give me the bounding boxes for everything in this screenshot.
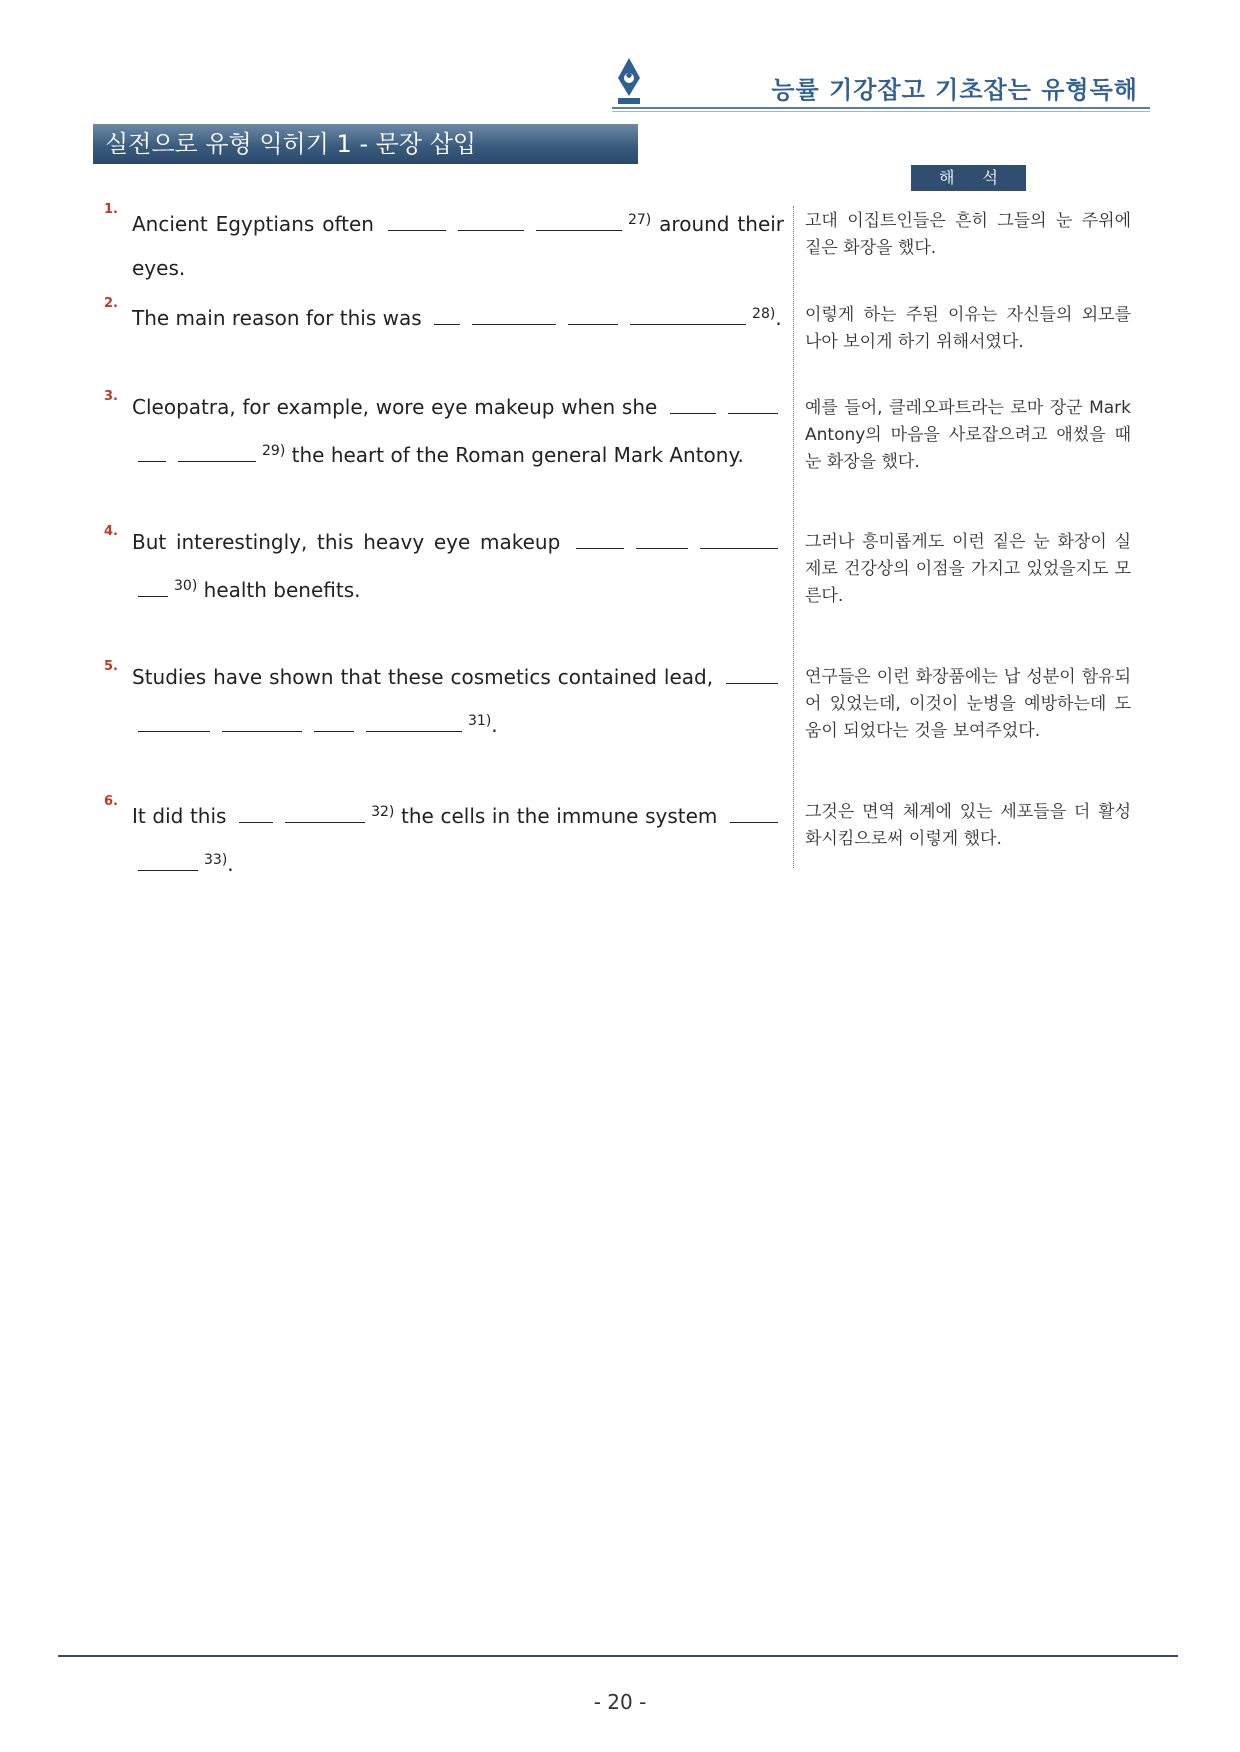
translation-6: 그것은 면역 체계에 있는 세포들을 더 활성화시킴으로써 이렇게 했다.	[805, 802, 1131, 849]
item-number: 1.	[104, 202, 118, 217]
blank-field[interactable]	[472, 304, 556, 325]
blank-field[interactable]	[366, 711, 462, 732]
header-divider	[612, 107, 1150, 109]
exercise-item-3	[104, 385, 784, 475]
blank-field[interactable]	[670, 393, 716, 414]
blank-field[interactable]	[700, 528, 778, 549]
footer-divider	[58, 1655, 1178, 1657]
translation-badge: 해석	[911, 165, 1026, 191]
page-header	[612, 56, 1150, 112]
blank-number: 29)	[262, 443, 286, 459]
item-number: 4.	[104, 524, 118, 539]
blank-field[interactable]	[222, 711, 302, 732]
blank-field[interactable]	[285, 802, 365, 823]
item-sentence: The main reason for this was $^{28)}$.	[132, 306, 782, 330]
blank-field[interactable]	[728, 393, 778, 414]
blank-number: 30)	[174, 578, 198, 594]
exercise-item-5	[104, 655, 784, 745]
blank-field[interactable]	[314, 711, 354, 732]
fountain-pen-icon	[612, 56, 646, 108]
blank-field[interactable]	[388, 210, 446, 231]
translation-4: 그러나 흥미롭게도 이런 짙은 눈 화장이 실제로 건강상의 이점을 가지고 있었을지도 모른다.	[805, 532, 1131, 606]
header-divider-thin	[612, 111, 1150, 112]
exercise-item-6	[104, 790, 784, 880]
blank-field[interactable]	[138, 441, 166, 462]
blank-number: 32)	[371, 804, 395, 820]
blank-field[interactable]	[178, 441, 256, 462]
item-number: 5.	[104, 659, 118, 674]
item-number: 6.	[104, 794, 118, 809]
blank-field[interactable]	[576, 528, 624, 549]
blank-field[interactable]	[239, 802, 273, 823]
item-number: 3.	[104, 389, 118, 404]
blank-number: 31)	[468, 713, 492, 729]
blank-field[interactable]	[434, 304, 460, 325]
item-sentence: Cleopatra, for example, wore eye makeup when she $^{29)}$ the heart of the Roman general Mark Antony.	[132, 385, 784, 477]
section-title: 실전으로 유형 익히기 1 - 문장 삽입	[93, 124, 638, 164]
item-sentence: Studies have shown that these cosmetics contained lead, $^{31)}$.	[132, 655, 784, 747]
translation-3: 예를 들어, 클레오파트라는 로마 장군 Mark Antony의 마음을 사로잡으려고 애썼을 때 눈 화장을 했다.	[805, 398, 1131, 472]
column-divider	[793, 206, 794, 868]
blank-number: 33)	[204, 852, 228, 868]
blank-number: 27)	[627, 212, 652, 228]
blank-field[interactable]	[138, 711, 210, 732]
translation-1: 고대 이집트인들은 흔히 그들의 눈 주위에 짙은 화장을 했다.	[805, 211, 1131, 258]
blank-field[interactable]	[568, 304, 618, 325]
page-number: - 20 -	[593, 1690, 647, 1714]
translation-2: 이렇게 하는 주된 이유는 자신들의 외모를 나아 보이게 하기 위해서였다.	[805, 305, 1131, 352]
blank-field[interactable]	[730, 802, 778, 823]
exercise-item-1	[104, 198, 784, 288]
blank-field[interactable]	[636, 528, 688, 549]
blank-field[interactable]	[138, 850, 198, 871]
header-title: 능률 기강잡고 기초잡는 유형독해	[771, 76, 1138, 104]
exercise-item-2	[104, 292, 784, 342]
blank-field[interactable]	[138, 576, 168, 597]
blank-field[interactable]	[536, 210, 622, 231]
blank-field[interactable]	[726, 663, 778, 684]
exercise-item-4	[104, 520, 784, 610]
translation-5: 연구들은 이런 화장품에는 납 성분이 함유되어 있었는데, 이것이 눈병을 예방하는데 도움이 되었다는 것을 보여주었다.	[805, 667, 1131, 741]
item-sentence: Ancient Egyptians often $^{27)}$ around their eyes.	[132, 212, 785, 280]
blank-field[interactable]	[630, 304, 746, 325]
blank-field[interactable]	[458, 210, 524, 231]
item-sentence: But interestingly, this heavy eye makeup $^{30)}$ health benefits.	[132, 520, 784, 612]
item-number: 2.	[104, 296, 118, 311]
blank-number: 28)	[752, 306, 776, 322]
item-sentence: It did this $^{32)}$ the cells in the immune system $^{33)}$.	[132, 790, 784, 886]
